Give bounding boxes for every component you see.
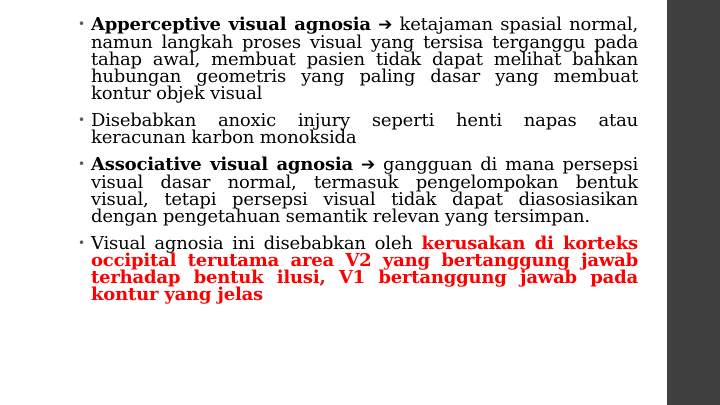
bullet-text: Disebabkan anoxic injury seperti henti napas atau keracunan karbon monoksida bbox=[91, 110, 638, 148]
bullet-dot-icon: • bbox=[78, 17, 85, 31]
bullet-text: ketajaman spasial normal, namun langkah proses visual yang tersisa terganggu pada tahap awal, membuat pasien tidak dapat melihat bahkan hubungan geometris yang paling dasar yang membuat kontur objek visual bbox=[91, 14, 639, 104]
bullet-apperceptive bbox=[78, 16, 638, 102]
bullet-text: Visual agnosia ini disebabkan oleh bbox=[91, 233, 422, 254]
bullet-dot-icon: • bbox=[78, 236, 85, 250]
bullet-associative bbox=[78, 156, 638, 225]
highlight-text: kerusakan di korteks occipital terutama area V2 yang bertanggung jawab terhadap bentuk ilusi, V1 bertanggung jawab pada kontur yang jelas bbox=[91, 233, 638, 305]
bullet-cause bbox=[78, 112, 638, 146]
bullet-list bbox=[78, 16, 638, 313]
arrow-right-icon: ➔ bbox=[378, 15, 393, 35]
bullet-location bbox=[78, 235, 638, 303]
side-accent-bar bbox=[667, 0, 720, 405]
arrow-right-icon: ➔ bbox=[361, 155, 376, 175]
bullet-dot-icon: • bbox=[78, 113, 85, 127]
term-apperceptive: Apperceptive visual agnosia bbox=[91, 14, 371, 35]
term-associative: Associative visual agnosia bbox=[91, 154, 354, 175]
bullet-dot-icon: • bbox=[78, 157, 85, 171]
bullet-text: gangguan di mana persepsi visual dasar normal, termasuk pengelompokan bentuk visual, tetapi persepsi visual tidak dapat diasosiasikan dengan pengetahuan semantik relevan yang tersimpan. bbox=[91, 154, 638, 227]
